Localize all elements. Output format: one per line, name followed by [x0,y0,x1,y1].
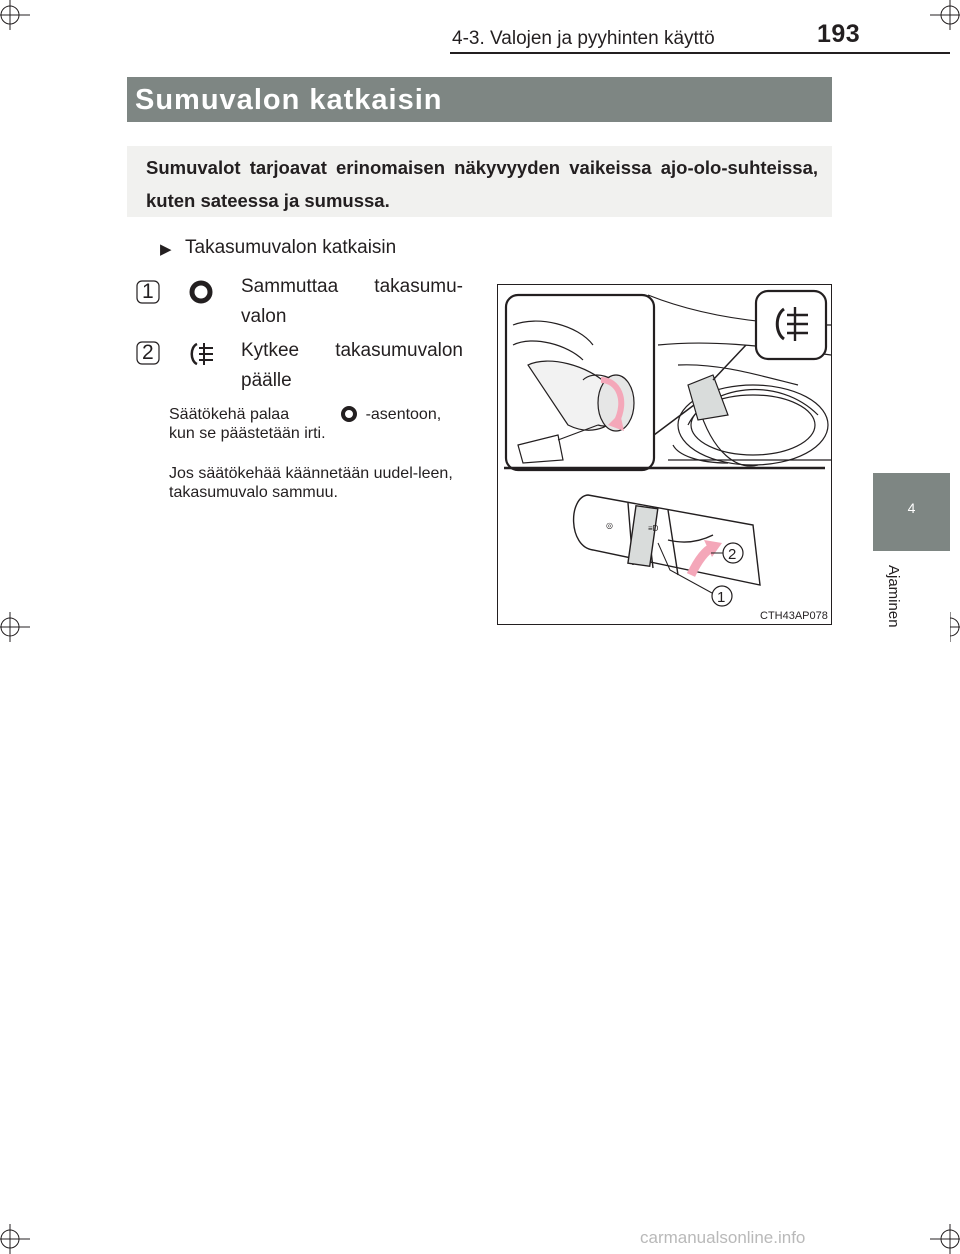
note-2: Jos säätökehää käännetään uudel-leen, takasumuvalo sammuu. [169,465,453,501]
figure-code: CTH43AP078 [760,610,828,622]
note-1 [169,405,465,443]
bullet-triangle-icon: ▶ [160,241,172,258]
svg-text:≡D: ≡D [648,524,659,533]
crop-mark-bottom-right [930,1224,960,1254]
section-title: 4-3. Valojen ja pyyhinten käyttö [452,28,715,49]
chapter-number: 4 [907,500,916,516]
item-1-number: 1 [142,280,154,303]
note-1-before: Säätökehä palaa [169,406,290,423]
illustration [497,284,832,625]
rear-fog-light-icon [186,340,218,368]
crop-mark-middle-left [0,612,30,642]
callout-2: 2 [728,546,737,563]
note-1-after: -asentoon, kun se päästetään irti. [169,406,442,442]
item-2-number: 2 [142,341,154,364]
crop-mark-top-right [930,0,960,30]
callout-1: 1 [717,589,726,606]
item-1-text: Sammuttaa takasumu-valon [241,276,463,327]
page-number: 193 [817,20,861,48]
item-2-badge [136,341,162,372]
chapter-label: Ajaminen [885,565,902,628]
intro-text: Sumuvalot tarjoavat erinomaisen näkyvyyden vaikeissa ajo-olo-suhteissa, kuten sateessa ja sumussa. [146,157,818,211]
off-position-icon [340,405,358,423]
item-2-text: Kytkee takasumuvalon päälle [241,340,463,391]
item-1-badge [136,280,162,311]
watermark: carmanualsonline.info [640,1228,806,1247]
crop-mark-bottom-left [0,1224,30,1254]
svg-text:◎: ◎ [606,521,613,530]
off-position-icon [188,279,214,305]
subheading: Takasumuvalon katkaisin [185,237,397,258]
header-rule [450,52,950,54]
fog-switch-illustration [498,285,831,624]
page-title: Sumuvalon katkaisin [135,84,443,116]
crop-mark-top-left [0,0,30,30]
